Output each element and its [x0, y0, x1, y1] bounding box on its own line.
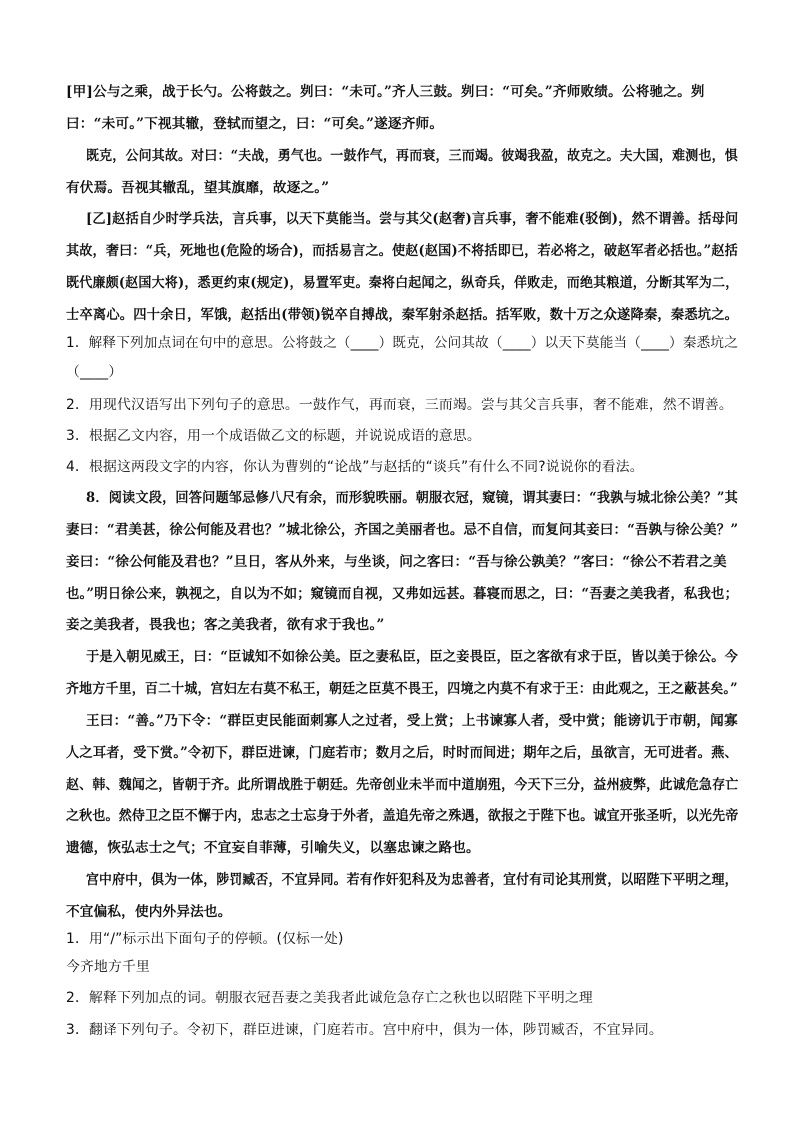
- passage2-line: 也。”明日徐公来，孰视之，自以为不如；窥镜而自视，又弗如远甚。暮寝而思之，曰：“吾妻之美我者，私我也；: [66, 586, 739, 602]
- passage2-line: 妻曰：“君美甚，徐公何能及君也？”城北徐公，齐国之美丽者也。忌不自信，而复问其妾曰：“吾孰与徐公美？”: [66, 522, 739, 538]
- question2-1: 1．用“/”标示出下面句子的停顿。(仅标一处): [66, 931, 344, 947]
- question-2: 2．用现代汉语写出下列句子的意思。一鼓作气，再而衰，三而竭。尝与其父言兵事，奢不能难，然不谓善。: [66, 397, 733, 413]
- passage2-line: 宫中府中，俱为一体，陟罚臧否，不宜异同。若有作奸犯科及为忠善者，宜付有司论其刑赏，以昭陛下平明之理，: [86, 872, 738, 888]
- question-3: 3．根据乙文内容，用一个成语做乙文的标题，并说说成语的意思。: [66, 428, 481, 444]
- passage2-line: 妾曰：“徐公何能及君也？”旦日，客从外来，与坐谈，问之客曰：“吾与徐公孰美？”客曰：“徐公不若君之美: [66, 554, 727, 570]
- passage2-line: 不宜偏私，使内外异法也。: [66, 904, 232, 920]
- passage-jia-line: 有伏焉。吾视其辙乱，望其旗靡，故逐之。”: [66, 180, 330, 196]
- passage-jia-line: 曰：“未可。”下视其辙，登轼而望之，曰：“可矣。”遂逐齐师。: [66, 116, 444, 132]
- passage2-line: 人之耳者，受下赏。”令初下，群臣进谏，门庭若市；数月之后，时时而间进；期年之后，虽欲言，无可进者。燕、: [66, 745, 738, 761]
- passage-yi-line: 既代廉颇(赵国大将)，悉更约束(规定)，易置军吏。秦将白起闻之，纵奇兵，佯败走，而绝其粮道，分断其军为二，: [66, 275, 739, 291]
- passage-jia-line: [甲]公与之乘，战于长勺。公将鼓之。刿曰：“未可。”齐人三鼓。刿曰：“可矣。”齐师败绩。公将驰之。刿: [66, 84, 705, 100]
- question2-1-sentence: 今齐地方千里: [66, 959, 150, 975]
- question2-3: 3．翻译下列句子。令初下，群臣进谏，门庭若市。宫中府中，俱为一体，陟罚臧否，不宜异同。: [66, 1022, 663, 1038]
- question-1: 1．解释下列加点词在句中的意思。公将鼓之（____）既克，公问其故（____）以天下莫能当（____）秦悉坑之: [66, 335, 739, 351]
- passage2-line: 遗德，恢弘志士之气；不宜妄自菲薄，引喻失义，以塞忠谏之路也。: [66, 840, 480, 856]
- passage2-line: 之秋也。然侍卫之臣不懈于内，忠志之士忘身于外者，盖追先帝之殊遇，欲报之于陛下也。诚宜开张圣听，以光先帝: [66, 808, 739, 824]
- passage2-line: 齐地方千里，百二十城，宫妇左右莫不私王，朝廷之臣莫不畏王，四境之内莫不有求于王：由此观之，王之蔽甚矣。”: [66, 681, 738, 697]
- passage-yi-line: 士卒离心。四十余日，军饿，赵括出(带领)锐卒自搏战，秦军射杀赵括。括军败，数十万之众遂降秦，秦悉坑之。: [66, 307, 739, 323]
- passage2-line: 8．阅读文段，回答问题邹忌修八尺有余，而形貌昳丽。朝服衣冠，窥镜，谓其妻曰：“我孰与城北徐公美？”其: [86, 490, 739, 506]
- question2-2: 2．解释下列加点的词。朝服衣冠吾妻之美我者此诚危急存亡之秋也以昭陛下平明之理: [66, 990, 593, 1006]
- question-4: 4．根据这两段文字的内容，你认为曹刿的“论战”与赵括的“谈兵”有什么不同?说说你的看法。: [66, 459, 644, 475]
- passage-yi-line: 其故，奢曰：“兵，死地也(危险的场合)，而括易言之。使赵(赵国)不将括即已，若必将之，破赵军者必括也。”赵括: [66, 243, 738, 259]
- question-1-cont: （____）: [66, 364, 123, 380]
- passage2-line: 于是入朝见威王，曰：“臣诚知不如徐公美。臣之妻私臣，臣之妾畏臣，臣之客欲有求于臣，皆以美于徐公。今: [86, 649, 739, 665]
- passage2-line: 妾之美我者，畏我也；客之美我者，欲有求于我也。”: [66, 617, 385, 633]
- passage-yi-line: [乙]赵括自少时学兵法，言兵事，以天下莫能当。尝与其父(赵奢)言兵事，奢不能难(驳倒)，然不谓善。括母问: [86, 211, 739, 227]
- passage2-line: 王曰：“善。”乃下令：“群臣吏民能面刺寡人之过者，受上赏；上书谏寡人者，受中赏；能谤讥于市朝，闻寡: [86, 713, 738, 729]
- passage-jia-line: 既克，公问其故。对曰：“夫战，勇气也。一鼓作气，再而衰，三而竭。彼竭我盈，故克之。夫大国，难测也，惧: [86, 148, 738, 164]
- passage2-line: 赵、韩、魏闻之，皆朝于齐。此所谓战胜于朝廷。先帝创业未半而中道崩殂，今天下三分，益州疲弊，此诚危急存亡: [66, 777, 739, 793]
